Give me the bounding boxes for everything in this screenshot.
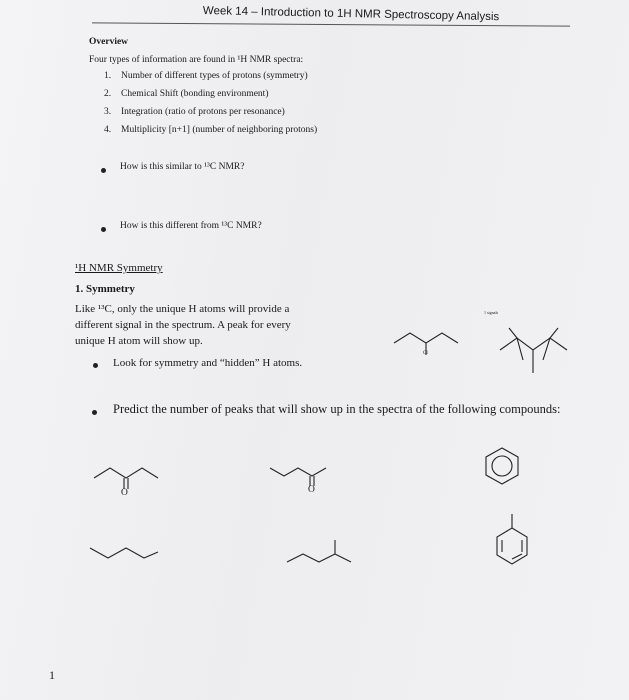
bullet-icon	[101, 227, 106, 232]
list-item-3-number: 3.	[104, 107, 112, 117]
list-item-1-number: 1.	[104, 71, 112, 81]
predict-instruction: Predict the number of peaks that will show up in the spectra of the following compounds:	[113, 402, 561, 416]
bullet-icon	[101, 168, 106, 173]
page-number: 1	[49, 668, 55, 682]
isobutane-structure	[285, 540, 355, 570]
list-item-4-number: 4.	[104, 125, 112, 135]
signals-label: 1 signals	[484, 310, 499, 315]
symmetry-heading: ¹H NMR Symmetry	[75, 262, 163, 274]
overview-intro: Four types of information are found in ¹H NMR spectra:	[89, 55, 304, 65]
list-item-2-number: 2.	[104, 89, 112, 99]
symmetry-bullet: Look for symmetry and “hidden” H atoms.	[113, 357, 303, 369]
bullet-icon	[93, 363, 98, 368]
symmetry-subheading: 1. Symmetry	[75, 283, 135, 295]
symmetry-line-3: unique H atom will show up.	[75, 335, 203, 347]
oxygen-label-2: O	[308, 485, 315, 495]
toluene-structure	[494, 512, 534, 570]
oxygen-label-1: O	[121, 488, 128, 498]
page-title: Week 14 – Introduction to 1H NMR Spectroscopy Analysis	[202, 5, 500, 24]
list-item-1-text: Number of different types of protons (symmetry)	[121, 71, 308, 81]
overview-heading: Overview	[89, 37, 129, 47]
chlorine-label: Cl	[423, 351, 428, 356]
list-item-3-text: Integration (ratio of protons per resonance)	[121, 107, 285, 117]
list-item-4-text: Multiplicity [n+1] (number of neighboring protons)	[121, 125, 318, 135]
question-different: How is this different from ¹³C NMR?	[120, 221, 262, 231]
question-similar: How is this similar to ¹³C NMR?	[120, 162, 245, 172]
symmetry-line-2: different signal in the spectrum. A peak for every	[75, 319, 291, 331]
butanone-structure	[268, 462, 338, 496]
neopentane-structure	[495, 318, 575, 378]
benzene-structure	[482, 446, 522, 486]
bullet-icon	[92, 410, 97, 415]
isobutyl-chloride-structure	[392, 325, 462, 365]
symmetry-line-1: Like ¹³C, only the unique H atoms will provide a	[75, 303, 290, 315]
butane-structure	[88, 542, 160, 562]
list-item-2-text: Chemical Shift (bonding environment)	[121, 89, 269, 99]
